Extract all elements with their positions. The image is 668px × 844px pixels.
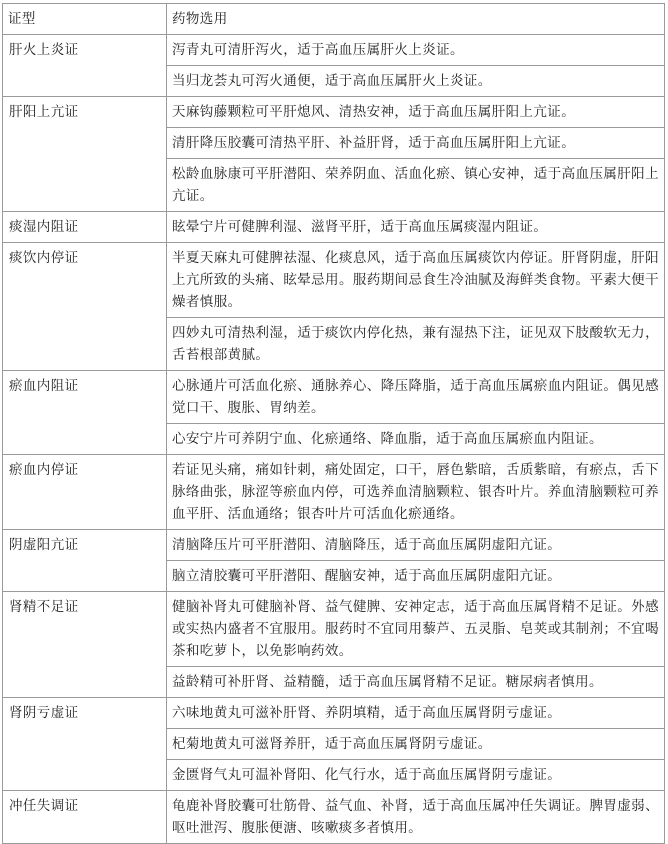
syndrome-cell: 痰湿内阻证 xyxy=(3,212,167,243)
medication-cell: 心安宁片可养阴宁血、化瘀通络、降血脂，适于高血压属瘀血内阻证。 xyxy=(167,424,665,455)
table-row xyxy=(3,371,665,424)
medication-cell: 眩晕宁片可健脾利湿、滋肾平肝，适于高血压属痰湿内阻证。 xyxy=(167,212,665,243)
syndrome-cell: 肾阴亏虚证 xyxy=(3,698,167,791)
table-row xyxy=(3,243,665,318)
table-row xyxy=(3,97,665,128)
medication-cell: 当归龙荟丸可泻火通便，适于高血压属肝火上炎证。 xyxy=(167,66,665,97)
medication-cell: 心脉通片可活血化瘀、通脉养心、降压降脂，适于高血压属瘀血内阻证。偶见感觉口干、腹胀、胃纳差。 xyxy=(167,371,665,424)
table-row xyxy=(3,212,665,243)
table-row xyxy=(3,592,665,667)
syndrome-cell: 肝火上炎证 xyxy=(3,35,167,97)
table-body xyxy=(3,35,665,844)
table-container xyxy=(2,3,665,844)
header-syndrome: 证型 xyxy=(3,4,167,35)
syndrome-cell: 痰饮内停证 xyxy=(3,243,167,371)
medication-cell: 金匮肾气丸可温补肾阳、化气行水，适于高血压属肾阴亏虚证。 xyxy=(167,760,665,791)
table-row xyxy=(3,455,665,530)
table-row xyxy=(3,698,665,729)
medication-cell: 杞菊地黄丸可滋肾养肝，适于高血压属肾阴亏虚证。 xyxy=(167,729,665,760)
syndrome-cell: 阴虚阳亢证 xyxy=(3,530,167,592)
syndrome-cell: 瘀血内停证 xyxy=(3,455,167,530)
syndrome-cell: 瘀血内阻证 xyxy=(3,371,167,455)
medication-cell: 六味地黄丸可滋补肝肾、养阴填精，适于高血压属肾阴亏虚证。 xyxy=(167,698,665,729)
table-row xyxy=(3,791,665,844)
medication-table xyxy=(2,3,665,844)
header-medication: 药物选用 xyxy=(167,4,665,35)
syndrome-cell: 冲任失调证 xyxy=(3,791,167,844)
medication-cell: 健脑补肾丸可健脑补肾、益气健脾、安神定志，适于高血压属肾精不足证。外感或实热内盛者不宜服用。服药时不宜同用藜芦、五灵脂、皂荚或其制剂；不宜喝茶和吃萝卜，以免影响药效。 xyxy=(167,592,665,667)
medication-cell: 龟鹿补肾胶囊可壮筋骨、益气血、补肾，适于高血压属冲任失调证。脾胃虚弱、呕吐泄泻、腹胀便溏、咳嗽痰多者慎用。 xyxy=(167,791,665,844)
syndrome-cell: 肝阳上亢证 xyxy=(3,97,167,212)
table-row xyxy=(3,530,665,561)
medication-cell: 泻青丸可清肝泻火，适于高血压属肝火上炎证。 xyxy=(167,35,665,66)
medication-cell: 四妙丸可清热利湿，适于痰饮内停化热，兼有湿热下注，证见双下肢酸软无力，舌苔根部黄腻。 xyxy=(167,318,665,371)
syndrome-cell: 肾精不足证 xyxy=(3,592,167,698)
medication-cell: 清肝降压胶囊可清热平肝、补益肝肾，适于高血压属肝阳上亢证。 xyxy=(167,128,665,159)
medication-cell: 天麻钩藤颗粒可平肝熄风、清热安神，适于高血压属肝阳上亢证。 xyxy=(167,97,665,128)
medication-cell: 清脑降压片可平肝潜阳、清脑降压，适于高血压属阴虚阳亢证。 xyxy=(167,530,665,561)
medication-cell: 脑立清胶囊可平肝潜阳、醒脑安神，适于高血压属阴虚阳亢证。 xyxy=(167,561,665,592)
header-row xyxy=(3,4,665,35)
medication-cell: 若证见头痛，痛如针刺，痛处固定，口干，唇色紫暗，舌质紫暗，有瘀点，舌下脉络曲张，脉涩等瘀血内停，可选养血清脑颗粒、银杏叶片。养血清脑颗粒可养血平肝、活血通络；银杏叶片可活血化瘀通络。 xyxy=(167,455,665,530)
medication-cell: 松龄血脉康可平肝潜阳、荣养阴血、活血化瘀、镇心安神，适于高血压属肝阳上亢证。 xyxy=(167,159,665,212)
medication-cell: 益龄精可补肝肾、益精髓，适于高血压属肾精不足证。糖尿病者慎用。 xyxy=(167,667,665,698)
table-row xyxy=(3,35,665,66)
medication-cell: 半夏天麻丸可健脾祛湿、化痰息风，适于高血压属痰饮内停证。肝肾阴虚，肝阳上亢所致的头痛、眩晕忌用。服药期间忌食生冷油腻及海鲜类食物。平素大便干燥者慎服。 xyxy=(167,243,665,318)
